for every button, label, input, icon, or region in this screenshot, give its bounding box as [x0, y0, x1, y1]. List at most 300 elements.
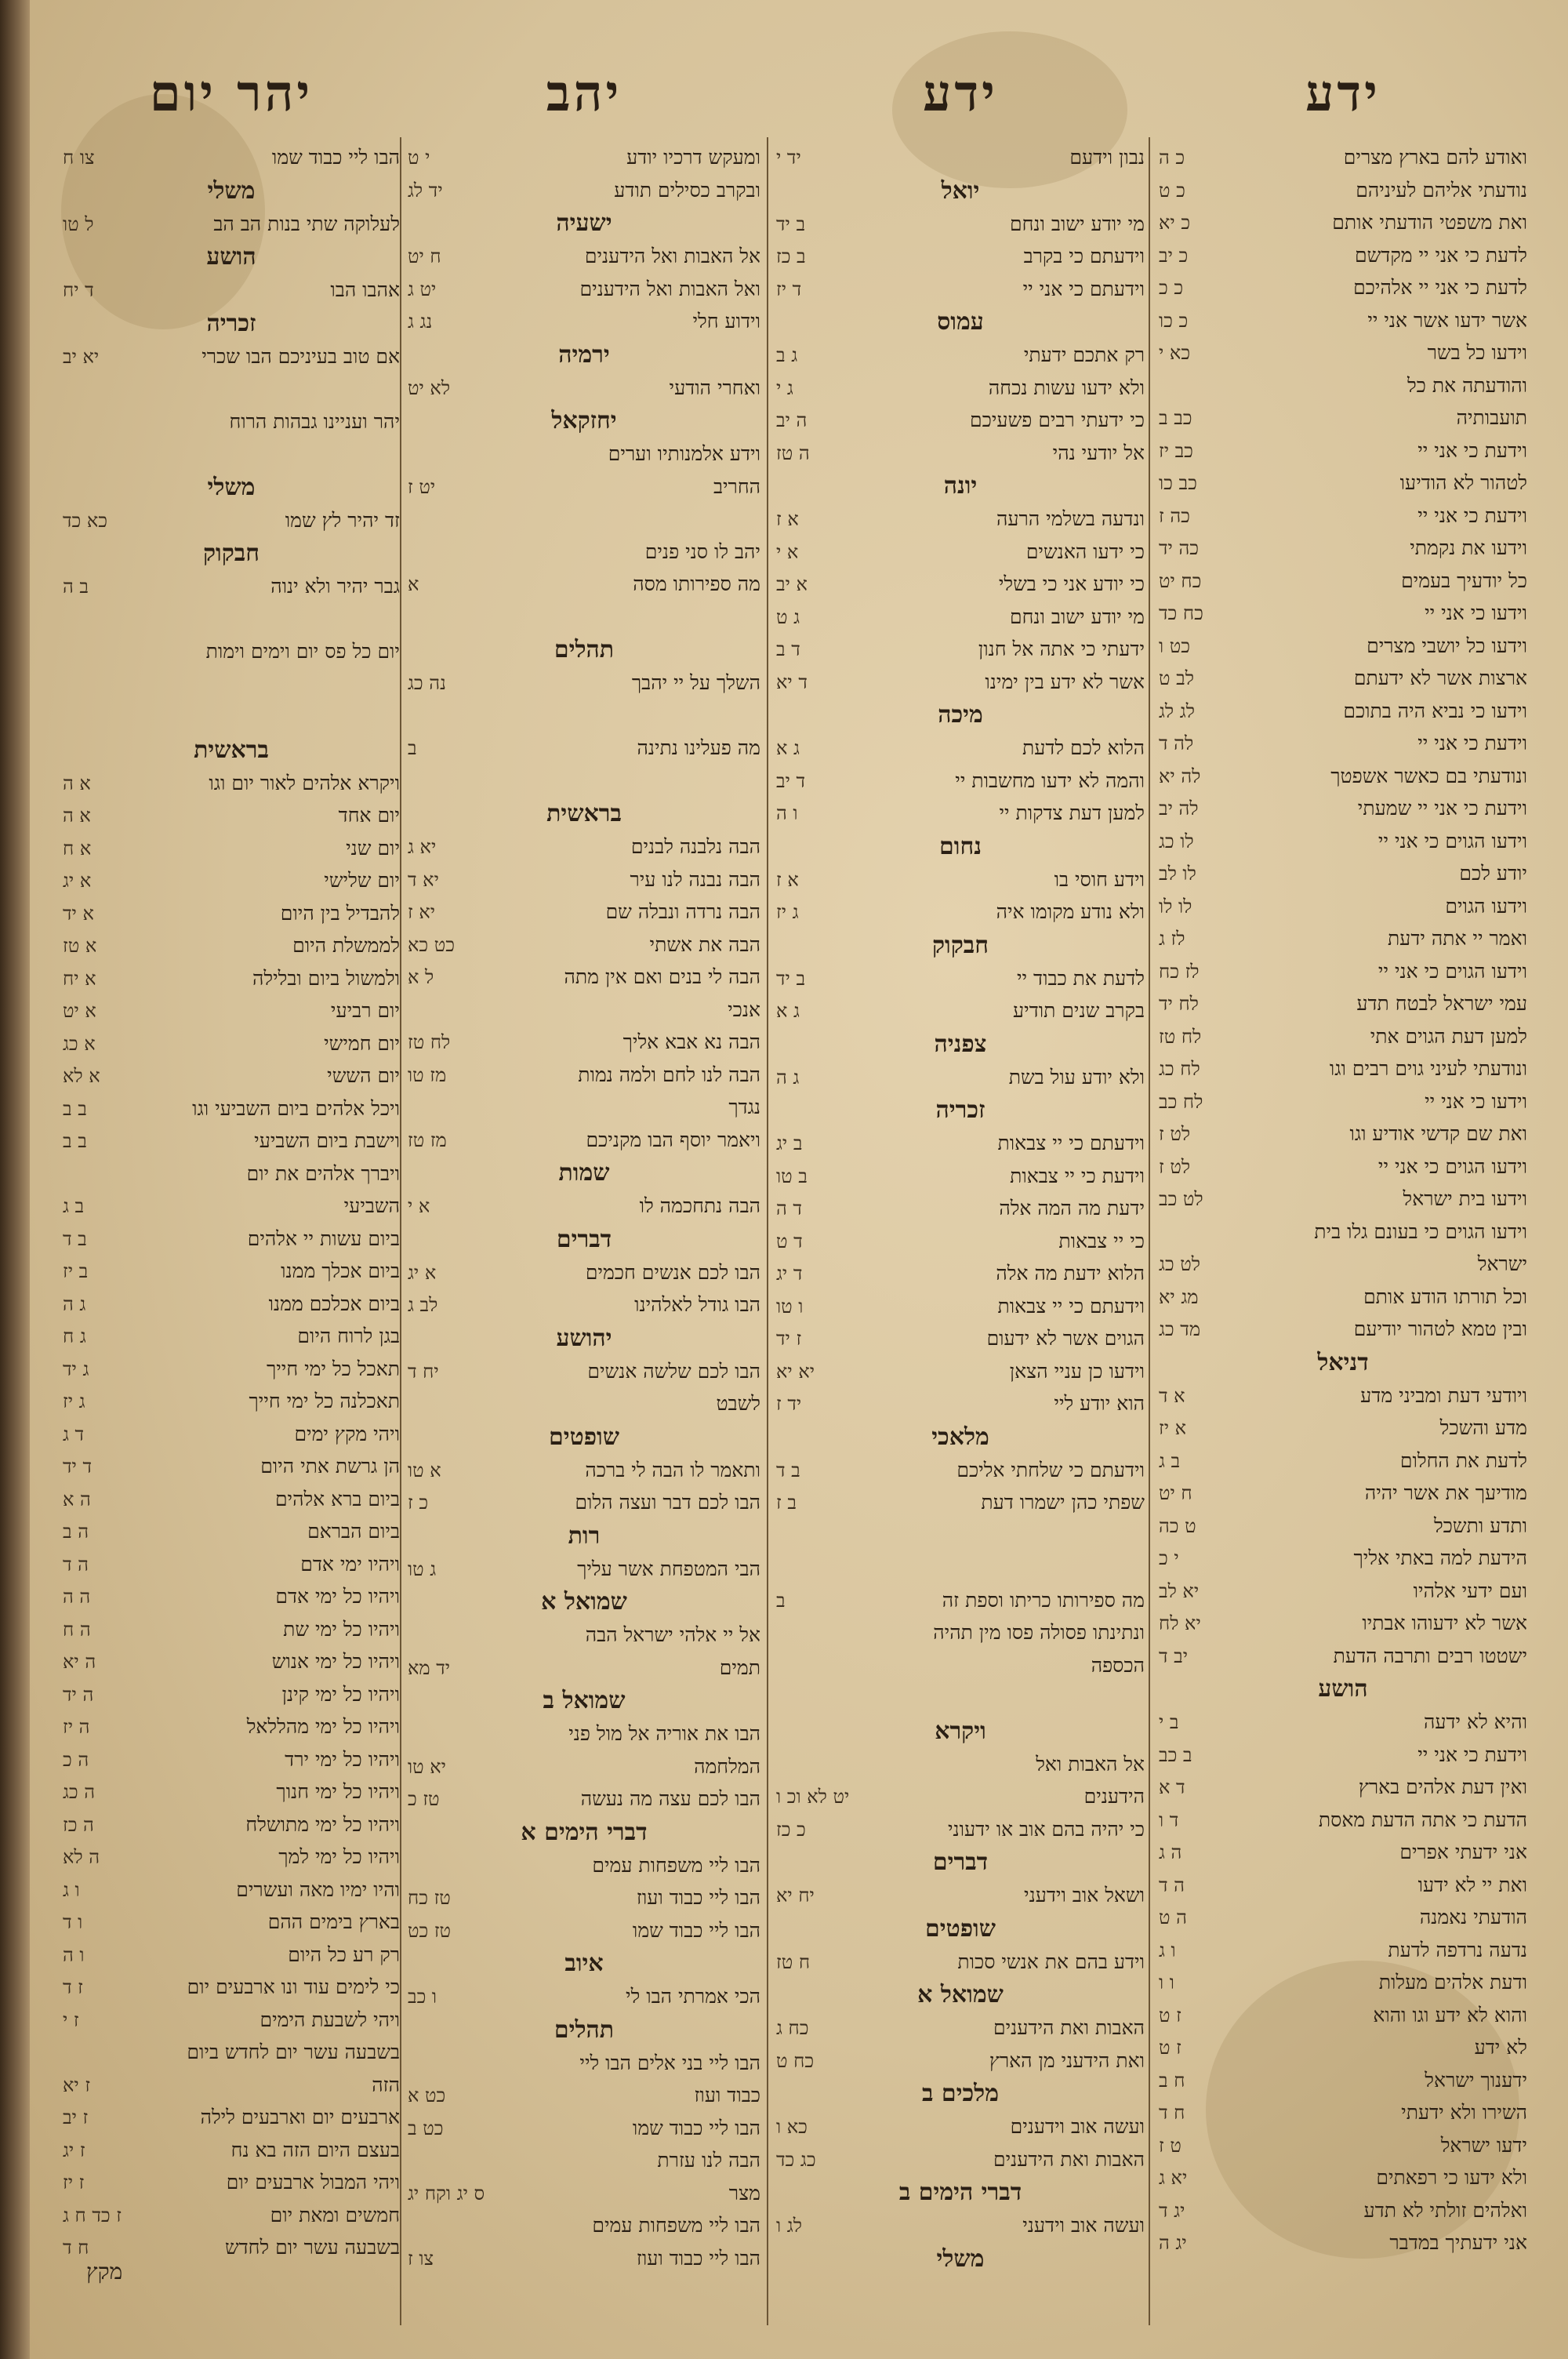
entry-row: [1159, 662, 1527, 695]
entry-reference: י כ: [1159, 1547, 1179, 1569]
entry-reference: ח יט: [1159, 1482, 1192, 1504]
book-heading: בראשית: [194, 736, 269, 764]
entry-reference: יט ז: [408, 475, 436, 498]
entry-reference: לח כב: [1159, 1090, 1203, 1113]
entry-row: [408, 863, 760, 896]
entry-text: הבו ליי כבוד ועוז: [636, 1886, 760, 1909]
entry-text: ידעו ישראל: [1440, 2133, 1527, 2157]
entry-reference: ו ו: [1159, 1972, 1174, 1994]
entry-text: הן גרשת אתי היום: [260, 1455, 400, 1478]
entry-row: [63, 1385, 400, 1418]
entry-text: בעצם היום הזה בא נח: [230, 2138, 400, 2161]
entry-text: וידעת כי אני יי: [1417, 732, 1527, 754]
entry-text: אשר ידעו אשר אני יי: [1367, 308, 1527, 332]
entry-reference: א טז: [63, 935, 97, 957]
entry-text: וידע בהם את אנשי סכות: [957, 1950, 1145, 1973]
entry-text: הבה נא אבא אליך: [622, 1030, 760, 1053]
entry-row: [776, 1879, 1145, 1912]
entry-text: כבוד ועוז: [694, 2084, 760, 2106]
entry-reference: טז כט: [408, 1919, 452, 1942]
entry-row: [63, 1906, 400, 1939]
book-heading: מיכה: [938, 701, 983, 729]
entry-reference: ח ד: [1159, 2102, 1185, 2124]
entry-reference: ב כב: [1159, 1743, 1192, 1766]
entry-text: וידע אלמנותיו וערים: [608, 442, 760, 465]
book-heading: יחזקאל: [551, 407, 617, 434]
book-heading: הושע: [206, 243, 256, 271]
entry-row: [63, 2069, 400, 2102]
entry-reference: ב ב: [63, 1097, 87, 1120]
entry-row: [408, 1652, 760, 1685]
entry-text: ויכל אלהים ביום השביעי וגו: [192, 1096, 400, 1120]
book-binding: [0, 0, 30, 2359]
entry-reference: ג יז: [63, 1390, 85, 1412]
entry-row: [1159, 695, 1527, 728]
entry-row: [408, 1059, 760, 1092]
entry-text: וידעו כן עניי הצאן: [1009, 1359, 1145, 1383]
entry-row: [1159, 1052, 1527, 1085]
entry-text: הבי המטפחת אשר עליך: [577, 1557, 760, 1580]
entry-text: לעלוקה שתי בנות הב הב: [213, 212, 400, 235]
entry-row: [408, 2112, 760, 2145]
column-2: [776, 55, 1145, 2329]
entry-row: [1159, 239, 1527, 272]
entry-reference: ה יא: [63, 1651, 96, 1673]
entry-row: [408, 1980, 760, 2013]
entry-row: [1159, 1542, 1527, 1575]
entry-reference: טז כח: [408, 1887, 451, 1909]
entry-text: ויהיו כל ימי ירד: [285, 1747, 400, 1771]
entry-reference: ו ד: [63, 1911, 83, 1933]
entry-row: [776, 2045, 1145, 2077]
entry-reference: ד ט: [776, 1230, 803, 1252]
entry-row: [63, 1255, 400, 1288]
entry-reference: יא יא: [776, 1360, 815, 1383]
entry-row: [1159, 565, 1527, 598]
book-heading: עמוס: [937, 308, 984, 336]
book-heading: יואל: [941, 176, 980, 205]
entry-text: אל יודעי נהי: [1052, 441, 1145, 464]
entry-row: [776, 1813, 1145, 1846]
entry-row: [1159, 2161, 1527, 2194]
entry-row: [63, 208, 400, 241]
entry-text: וידעו הגוים כי אני יי: [1377, 829, 1527, 852]
entry-text: מה ספירותו מסה: [633, 572, 760, 595]
entry-reference: טז כ: [408, 1788, 440, 1810]
entry-row: [408, 1091, 760, 1124]
entry-reference: יח יא: [776, 1885, 815, 1906]
entry-row: [63, 2101, 400, 2134]
entry-row: [1159, 336, 1527, 369]
entry-row: [63, 1874, 400, 1906]
entry-row: [1159, 532, 1527, 565]
entry-reference: ה לא: [63, 1846, 100, 1868]
entry-reference: ו ה: [63, 1943, 85, 1966]
entry-reference: לח טז: [408, 1031, 451, 1053]
entry-reference: א יג: [63, 870, 92, 892]
entry-text: ויקרא אלהים לאור יום וגו: [209, 771, 400, 794]
entry-reference: א ד: [1159, 1384, 1185, 1407]
entry-reference: כ כ: [1159, 277, 1184, 299]
entry-text: ישטטו רבים ותרבה הדעת: [1333, 1644, 1527, 1667]
entry-text: ואחרי הודעי: [669, 376, 760, 399]
entry-reference: כח ט: [776, 2049, 815, 2072]
entry-row: [408, 141, 760, 174]
entry-reference: יד לג: [408, 179, 443, 202]
entry-text: והיא לא ידעה: [1423, 1710, 1527, 1733]
entry-row: [776, 863, 1145, 896]
entry-row: [1159, 792, 1527, 825]
book-heading: שמות: [558, 1159, 610, 1187]
entry-reference: לו לב: [1159, 863, 1196, 885]
entry-row: [776, 2209, 1145, 2242]
entry-row: [408, 1454, 760, 1487]
entry-text: הבה לנו לחם ולמה נמות: [578, 1063, 760, 1086]
entry-reference: ד יג: [776, 1263, 803, 1285]
entry-reference: א י: [408, 1195, 430, 1217]
entry-row: [776, 666, 1145, 699]
entry-text: אני ידעתיך במדבר: [1389, 2231, 1527, 2254]
entry-row: [776, 1290, 1145, 1323]
entry-reference: ז יא: [63, 2074, 91, 2096]
entry-row: [63, 1515, 400, 1548]
book-heading: תהלים: [554, 2016, 615, 2044]
book-heading: דברי הימים ב: [898, 2179, 1022, 2206]
entry-text: יום שני: [346, 836, 400, 860]
entry-text: ושאל אוב וידעני: [1024, 1884, 1145, 1906]
column-title: יהב: [546, 64, 622, 123]
entry-reference: ב כז: [776, 245, 806, 267]
entry-reference: ט כה: [1159, 1514, 1196, 1537]
entry-reference: לו כג: [1159, 830, 1194, 852]
entry-text: ותאמר לו הבה לי ברכה: [585, 1458, 760, 1481]
entry-row: [63, 1320, 400, 1353]
entry-text: ויהיו כל ימי מתושלח: [245, 1812, 400, 1836]
entry-row: [776, 372, 1145, 405]
entry-row: [63, 1613, 400, 1646]
entry-reference: יט לא וכ ו: [776, 1786, 850, 1808]
entry-row: [776, 273, 1145, 306]
entry-text: מה ספירותו כריתו וספת זה: [942, 1588, 1145, 1612]
entry-text: הכי אמרתי הבו לי: [626, 1985, 760, 2008]
entry-reference: א ז: [776, 868, 799, 891]
entry-reference: לא יט: [408, 376, 451, 399]
entry-text: ארבעים יום וארבעים לילה: [200, 2106, 400, 2128]
entry-reference: יא ז: [408, 901, 436, 923]
entry-text: והוא לא ידע וגו והוא: [1373, 2003, 1527, 2026]
entry-reference: ח ד: [63, 2237, 89, 2259]
book-heading: הושע: [1318, 1675, 1368, 1703]
entry-text: ויהי מקץ ימים: [294, 1422, 400, 1445]
entry-text: נבון וידעם: [1069, 146, 1145, 169]
entry-reference: לט ז: [1159, 1155, 1191, 1178]
entry-reference: ז יב: [63, 2106, 89, 2128]
entry-reference: ס יג וקח יג: [408, 2182, 485, 2205]
entry-reference: א ז: [776, 508, 799, 530]
entry-row: [408, 174, 760, 207]
entry-row: [408, 896, 760, 929]
book-heading: זכריה: [206, 309, 256, 337]
entry-reference: י ט: [408, 147, 430, 169]
entry-row: [408, 765, 760, 798]
entry-text: למען דעת צדקות יי: [999, 801, 1145, 824]
entry-text: תאכלנה כל ימי חייך: [249, 1390, 400, 1412]
entry-row: [1159, 1901, 1527, 1934]
entry-row: [1159, 2031, 1527, 2064]
entry-text: בארץ בימים ההם: [267, 1910, 400, 1933]
entry-text: הזה: [372, 2073, 400, 2096]
entry-row: [1159, 1804, 1527, 1837]
entry-row: [408, 994, 760, 1027]
book-heading: רות: [568, 1521, 601, 1550]
entry-text: מי יודע ישוב ונחם: [1010, 605, 1145, 628]
entry-text: הוא יודע ליי: [1054, 1392, 1145, 1415]
entry-row: [1159, 1313, 1527, 1346]
entry-text: ביום הבראם: [307, 1520, 400, 1543]
entry-row: [63, 1158, 400, 1190]
entry-text: ויהיו כל ימי למך: [278, 1845, 400, 1868]
entry-text: יום רביעי: [330, 999, 400, 1022]
entry-reference: ב: [776, 1589, 786, 1612]
entry-row: [408, 1486, 760, 1519]
entry-row: [63, 1450, 400, 1483]
column-4: [63, 55, 400, 2329]
entry-reference: ז כד ח ג: [63, 2204, 122, 2226]
entry-row: [1159, 1281, 1527, 1314]
entry-reference: כט א: [408, 2085, 446, 2106]
entry-text: עמי ישראל לבטח תדע: [1356, 992, 1527, 1015]
entry-text: השביעי: [343, 1194, 400, 1217]
entry-row: [776, 1192, 1145, 1225]
entry-text: הכספה: [1091, 1653, 1145, 1677]
entry-row: [776, 896, 1145, 929]
entry-row: [63, 1841, 400, 1874]
entry-row: [1159, 1183, 1527, 1216]
column-1: [1159, 55, 1527, 2329]
entry-text: יום שלישי: [324, 869, 400, 892]
entry-reference: ד יז: [776, 278, 802, 300]
entry-row: [408, 568, 760, 601]
entry-text: יום חמישי: [324, 1031, 400, 1055]
entry-text: כי ידעתי רבים פשעיכם: [970, 409, 1145, 431]
entry-text: הבו לכם אנשים חכמים: [585, 1260, 760, 1284]
entry-text: אשר לא ידע בין ימינו: [985, 670, 1145, 693]
entry-text: אנכי: [728, 998, 760, 1021]
entry-text: ונדעה בשלמי הרעה: [996, 507, 1145, 530]
entry-reference: ה ד: [63, 1553, 89, 1576]
entry-text: וידעו הגוים כי בעונם גלו בית: [1314, 1219, 1527, 1243]
column-entries: [776, 141, 1145, 2276]
entry-reference: ב יג: [776, 1132, 803, 1154]
entry-text: כי ידעו האנשים: [1025, 540, 1145, 563]
entry-text: והודעתה את כל: [1406, 373, 1527, 397]
entry-text: הבו את אוריה אל מול פני: [568, 1722, 760, 1745]
entry-text: הבו לכם דבר ועצה הלום: [575, 1491, 760, 1514]
entry-reference: ד יח: [63, 279, 94, 301]
entry-reference: יח ד: [408, 1360, 439, 1383]
entry-text: לממשלת היום: [292, 934, 400, 957]
entry-reference: ו ה: [776, 802, 798, 824]
entry-reference: ה ד: [1159, 1874, 1185, 1896]
entry-row: [63, 603, 400, 636]
book-heading: דניאל: [1317, 1348, 1369, 1376]
entry-text: ביום אכלך ממנו: [281, 1259, 400, 1282]
entry-text: הדעת כי אתה הדעת מאסת: [1318, 1808, 1527, 1831]
entry-reference: ג ה: [63, 1292, 86, 1315]
entry-reference: כח כד: [1159, 602, 1203, 624]
entry-text: ויהיו כל ימי אדם: [275, 1585, 400, 1608]
entry-reference: א יז: [1159, 1417, 1187, 1439]
entry-text: לדעת כי אני יי אלהיכם: [1353, 276, 1527, 299]
entry-text: ויהיו כל ימי שת: [283, 1617, 400, 1641]
entry-row: [776, 1649, 1145, 1682]
entry-row: [408, 1881, 760, 1914]
entry-row: [63, 962, 400, 995]
entry-text: יהר ועניינו גבהות הרוח: [229, 409, 400, 433]
entry-text: וידע חוסי בו: [1054, 867, 1145, 891]
entry-reference: ג א: [776, 1000, 800, 1022]
entry-reference: ד ג: [63, 1423, 85, 1445]
entry-reference: כח ג: [776, 2017, 809, 2039]
entry-reference: ג ט: [776, 605, 800, 628]
entry-text: ויהיו כל ימי קינן: [281, 1682, 400, 1706]
entry-text: אל האבות ואל: [1036, 1752, 1145, 1776]
entry-text: ויהיו כל ימי אנוש: [271, 1650, 400, 1673]
entry-text: תועבותיה: [1456, 406, 1527, 429]
entry-text: וידעת כי יי צבאות: [1010, 1164, 1145, 1187]
entry-reference: ז ט: [1159, 2037, 1181, 2059]
entry-row: [408, 1387, 760, 1420]
entry-reference: ב ה: [63, 576, 89, 598]
entry-row: [63, 1125, 400, 1158]
entry-row: [776, 765, 1145, 798]
entry-row: [776, 1584, 1145, 1617]
entry-row: [408, 240, 760, 273]
entry-reference: ג ח: [63, 1325, 86, 1347]
entry-row: [1159, 467, 1527, 500]
entry-row: [1159, 500, 1527, 533]
entry-row: [1159, 1150, 1527, 1183]
entry-text: הבו ליי משפחות עמים: [592, 2214, 760, 2237]
entry-row: [63, 1645, 400, 1678]
entry-text: ואת הידעני מן הארץ: [989, 2048, 1145, 2072]
entry-text: הלוא ידעת מה אלה: [996, 1262, 1145, 1285]
book-heading: יונה: [943, 472, 978, 500]
entry-row: [1159, 890, 1527, 923]
entry-text: רק אתכם ידעתי: [1023, 343, 1145, 366]
entry-reference: ז יג: [63, 2139, 85, 2161]
entry-reference: ו ג: [63, 1878, 80, 1901]
entry-text: וידוע חלי: [692, 310, 760, 333]
entry-text: כי יהיה בהם אוב או ידעוני: [947, 1817, 1145, 1841]
entry-reference: לט כב: [1159, 1188, 1203, 1210]
entry-text: ולא ידעו כי רפאתים: [1376, 2166, 1527, 2189]
entry-reference: יא ג: [408, 836, 437, 858]
entry-row: [63, 2166, 400, 2199]
entry-reference: ב יד: [776, 967, 806, 990]
entry-reference: ז ט: [1159, 2004, 1181, 2026]
entry-row: [63, 1223, 400, 1256]
entry-text: החריב: [713, 474, 760, 498]
entry-text: מה פעלינו נתינה: [637, 736, 760, 759]
entry-text: וידעו הגוים: [1445, 894, 1527, 918]
entry-reference: ב ג: [63, 1195, 85, 1217]
book-heading: שמואל ב: [543, 1687, 626, 1714]
entry-reference: כא ו: [776, 2116, 808, 2138]
entry-row: [408, 929, 760, 961]
entry-text: וידעתם כי יי צבאות: [997, 1294, 1145, 1318]
book-heading: שופטים: [925, 1914, 996, 1943]
entry-reference: מג יא: [1159, 1285, 1199, 1308]
entry-reference: א לא: [63, 1065, 100, 1087]
entry-text: כי יודע אני כי בשלי: [998, 572, 1145, 595]
entry-row: [1159, 1477, 1527, 1510]
entry-reference: לו לו: [1159, 895, 1192, 918]
entry-row: [1159, 1836, 1527, 1869]
entry-row: [776, 633, 1145, 666]
column-entries: [408, 141, 760, 2274]
entry-reference: ב ז: [776, 1492, 797, 1514]
entry-reference: א יח: [63, 967, 96, 990]
entry-text: הבה נבנה לנו עיר: [630, 867, 760, 891]
entry-row: [1159, 369, 1527, 402]
entry-row: [408, 1914, 760, 1947]
entry-row: [408, 2144, 760, 2177]
book-heading: מלכים ב: [922, 2080, 999, 2107]
book-heading: ישעיה: [556, 209, 612, 237]
entry-reference: יד ז: [776, 1393, 802, 1415]
entry-text: ועשה אוב וידעני: [1022, 2214, 1145, 2237]
entry-row: [1159, 2194, 1527, 2227]
entry-reference: ד יב: [776, 769, 806, 792]
entry-reference: ז יד: [776, 1328, 802, 1350]
entry-row: [63, 2199, 400, 2232]
book-heading: איוב: [564, 1950, 604, 1977]
entry-reference: נה כג: [408, 672, 446, 694]
entry-row: [63, 994, 400, 1027]
entry-reference: ל א: [408, 966, 434, 988]
entry-row: [776, 1780, 1145, 1813]
entry-row: [776, 404, 1145, 437]
entry-text: וידעו כל יושבי מצרים: [1367, 634, 1527, 657]
entry-text: ובין טמא לטהור יודיעם: [1353, 1318, 1527, 1340]
entry-row: [1159, 271, 1527, 304]
entry-row: [63, 1939, 400, 1972]
entry-row: [776, 1387, 1145, 1420]
entry-row: [63, 141, 400, 174]
entry-text: הבו לכם עצה מה נעשה: [580, 1787, 760, 1810]
entry-reference: א ה: [63, 772, 91, 794]
entry-text: ועשה אוב וידענים: [1010, 2115, 1145, 2138]
entry-row: [1159, 2064, 1527, 2097]
catchword: מקץ: [86, 2259, 123, 2284]
entry-text: המלחמה: [694, 1754, 760, 1778]
entry-reference: כט כא: [408, 933, 455, 956]
entry-text: ותדע ותשכל: [1433, 1514, 1527, 1537]
entry-row: [776, 1486, 1145, 1519]
book-heading: חבקוק: [932, 931, 989, 959]
entry-reference: ד ה: [776, 1198, 802, 1219]
entry-text: הבו גודל לאלהינו: [634, 1293, 760, 1316]
entry-reference: יד י: [776, 147, 801, 169]
book-heading: משלי: [207, 176, 256, 205]
entry-row: [63, 799, 400, 832]
entry-reference: ה ב: [63, 1521, 89, 1543]
entry-row: [776, 2143, 1145, 2176]
entry-reference: ח טז: [776, 1950, 811, 1973]
entry-reference: ב יד: [776, 213, 806, 235]
entry-row: [63, 274, 400, 307]
